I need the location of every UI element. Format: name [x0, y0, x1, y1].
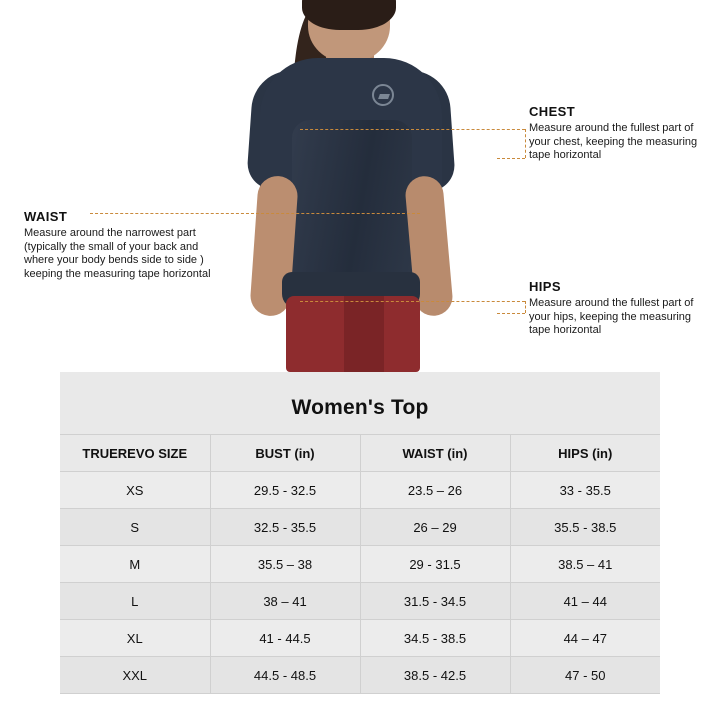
measurement-cell: 31.5 - 34.5: [360, 583, 510, 620]
measurement-cell: 29 - 31.5: [360, 546, 510, 583]
measurement-cell: 34.5 - 38.5: [360, 620, 510, 657]
size-chart-table: [60, 434, 660, 694]
measurement-cell: 41 - 44.5: [210, 620, 360, 657]
callout-chest: [529, 104, 709, 163]
size-chart: [60, 372, 660, 692]
chest-guide-tick: [497, 158, 525, 159]
callout-hips: [529, 279, 709, 338]
measurement-cell: 23.5 – 26: [360, 472, 510, 509]
size-label-cell: M: [60, 546, 210, 583]
table-row: [60, 657, 660, 694]
measurement-cell: 38.5 - 42.5: [360, 657, 510, 694]
table-row: [60, 509, 660, 546]
callout-waist: [24, 209, 214, 281]
table-row: [60, 546, 660, 583]
hips-guide-drop: [525, 301, 526, 313]
size-label-cell: S: [60, 509, 210, 546]
measurement-cell: 44 – 47: [510, 620, 660, 657]
callout-hips-desc: Measure around the fullest part of your hips, keeping the measuring tape horizontal: [529, 297, 694, 336]
hips-guide-line: [300, 301, 525, 302]
callout-waist-title: WAIST: [24, 209, 68, 224]
table-row: [60, 472, 660, 509]
callout-chest-title: CHEST: [529, 104, 576, 119]
chest-guide-line: [300, 129, 525, 130]
measurement-cell: 41 – 44: [510, 583, 660, 620]
measurement-cell: 26 – 29: [360, 509, 510, 546]
callout-waist-desc: Measure around the narrowest part (typically the small of your back and where your body bends side to side ) keeping the measuring tape horizontal: [24, 227, 211, 280]
measurement-cell: 32.5 - 35.5: [210, 509, 360, 546]
size-label-cell: L: [60, 583, 210, 620]
column-header: WAIST (in): [360, 435, 510, 472]
table-row: [60, 620, 660, 657]
chest-guide-drop: [525, 129, 526, 158]
measurement-cell: 38 – 41: [210, 583, 360, 620]
brand-logo-icon: [372, 84, 394, 106]
size-chart-title: Women's Top: [291, 396, 429, 419]
measurement-cell: 35.5 – 38: [210, 546, 360, 583]
measurement-cell: 29.5 - 32.5: [210, 472, 360, 509]
table-row: [60, 583, 660, 620]
size-label-cell: XXL: [60, 657, 210, 694]
callout-chest-desc: Measure around the fullest part of your chest, keeping the measuring tape horizontal: [529, 122, 698, 161]
bottoms-shading: [344, 296, 384, 372]
callout-hips-title: HIPS: [529, 279, 561, 294]
size-label-cell: XS: [60, 472, 210, 509]
size-label-cell: XL: [60, 620, 210, 657]
model-figure: [232, 0, 472, 372]
measurement-cell: 33 - 35.5: [510, 472, 660, 509]
measurement-cell: 35.5 - 38.5: [510, 509, 660, 546]
hips-guide-tick: [497, 313, 525, 314]
measurement-cell: 47 - 50: [510, 657, 660, 694]
column-header: HIPS (in): [510, 435, 660, 472]
column-header: TRUEREVO SIZE: [60, 435, 210, 472]
measurement-cell: 38.5 – 41: [510, 546, 660, 583]
table-header-row: [60, 435, 660, 472]
column-header: BUST (in): [210, 435, 360, 472]
measurement-cell: 44.5 - 48.5: [210, 657, 360, 694]
